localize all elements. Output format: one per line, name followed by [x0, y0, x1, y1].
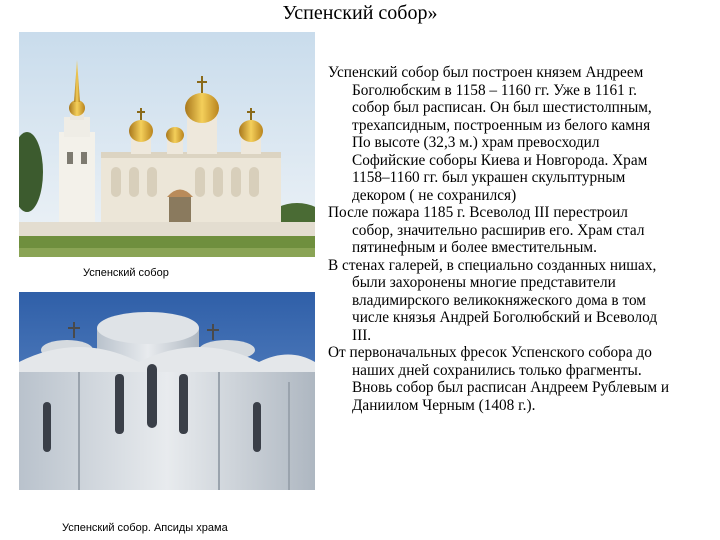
text-line: Софийские соборы Киева и Новгорода. Храм [352, 151, 648, 169]
text-line: числе князья Андрей Боголюбский и Всеволод [352, 309, 658, 326]
text-line: 1158–1160 гг. был украшен скульптурным [352, 169, 626, 186]
text-line: были захоронены многие представители [352, 274, 616, 291]
text-line: собор, значительно расширив его. Храм стал [352, 221, 645, 239]
text-line: Вновь собор был расписан Андреем Рублевым и [352, 379, 670, 396]
text-line: По высоте (32,3 м.) храм превосходил [352, 134, 600, 151]
text-line: трехапсидным, построенным из белого камня [352, 116, 651, 134]
text-line: III. [352, 326, 372, 344]
description-text [328, 64, 720, 414]
text-line: декором ( не сохранился) [352, 186, 517, 204]
text-line: Боголюбским в 1158 – 1160 гг. Уже в 1161 г. [352, 81, 637, 99]
apses-photo [19, 292, 315, 490]
paragraph-construction [328, 64, 720, 204]
cathedral-photo [19, 32, 315, 257]
apses-photo-caption: Успенский собор. Апсиды храма [62, 522, 228, 534]
cathedral-photo-caption: Успенский собор [83, 267, 169, 279]
slide-title: Успенский собор» [282, 2, 438, 24]
cathedral-illustration [19, 32, 315, 257]
apses-illustration [19, 292, 315, 490]
text-line: наших дней сохранились только фрагменты. [352, 361, 642, 379]
text-line: После пожара 1185 г. Всеволод III перестроил [328, 204, 628, 221]
text-line: Успенский собор был построен князем Андреем [328, 64, 644, 81]
paragraph-burials [328, 257, 720, 345]
text-line: От первоначальных фресок Успенского собора до [328, 344, 652, 361]
paragraph-frescoes [328, 344, 720, 414]
text-line: собор был расписан. Он был шестистолпным, [352, 99, 652, 116]
paragraph-reconstruction [328, 204, 720, 257]
text-line: Даниилом Черным (1408 г.). [352, 396, 536, 414]
text-line: пятинефным и более вместительным. [352, 239, 597, 256]
text-line: владимирского великокняжеского дома в том [352, 291, 646, 309]
text-line: В стенах галерей, в специально созданных нишах, [328, 256, 657, 274]
